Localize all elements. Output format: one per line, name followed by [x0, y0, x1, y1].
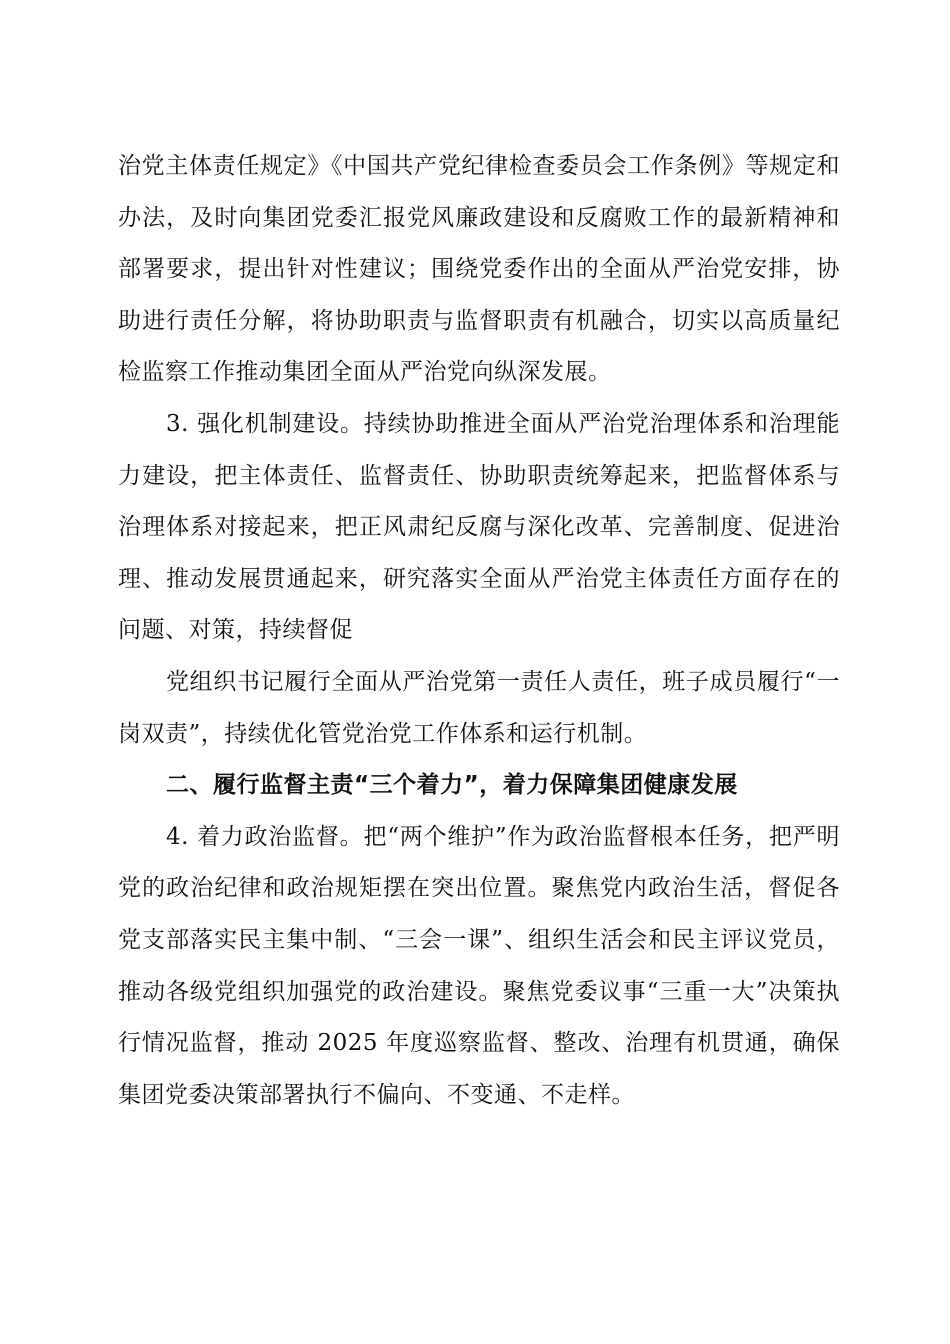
paragraph-political-supervision: 4. 着力政治监督。把“两个维护”作为政治监督根本任务，把严明党的政治纪律和政治规矩摆在突出位置。聚焦党内政治生活，督促各党支部落实民主集中制、“三会一课”、组织生活会和民主评议党员，推动各级党组织加强党的政治建设。聚焦党委议事“三重一大”决策执行情况监督，推动 2025 年度巡察监督、整改、治理有机贯通，确保集团党委决策部署执行不偏向、不变通、不走样。: [118, 823, 840, 1108]
section-heading: 二、履行监督主责“三个着力”，着力保障集团健康发展: [166, 772, 738, 799]
paragraph-mechanism-building: 3. 强化机制建设。持续协助推进全面从严治党治理体系和治理能力建设，把主体责任、监督责任、协助职责统筹起来，把监督体系与治理体系对接起来，把正风肃纪反腐与深化改革、完善制度、促进治理、推动发展贯通起来，研究落实全面从严治党主体责任方面存在的问题、对策，持续督促: [118, 410, 840, 644]
document-body: [118, 141, 840, 1121]
paragraph-continuation: 治党主体责任规定》《中国共产党纪律检查委员会工作条例》等规定和办法，及时向集团党委汇报党风廉政建设和反腐败工作的最新精神和部署要求，提出针对性建议；围绕党委作出的全面从严治党安排，协助进行责任分解，将协助职责与监督职责有机融合，切实以高质量纪检监察工作推动集团全面从严治党向纵深发展。: [118, 153, 840, 386]
paragraph-party-secretary-duty: 党组织书记履行全面从严治党第一责任人责任，班子成员履行“一岗双责”，持续优化管党治党工作体系和运行机制。: [118, 668, 840, 747]
